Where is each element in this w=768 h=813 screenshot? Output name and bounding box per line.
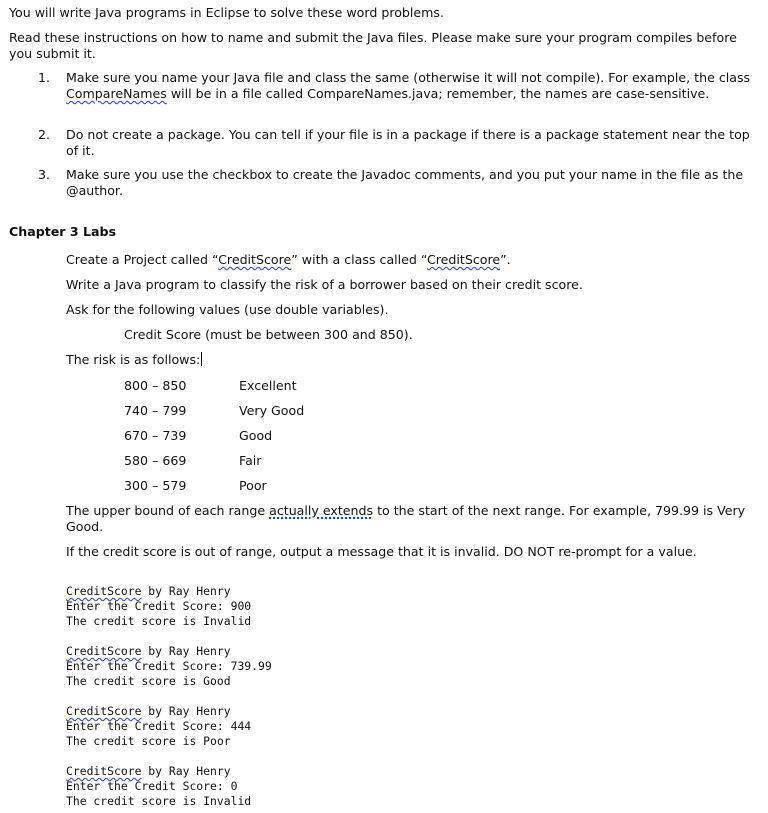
ask-values-text: Ask for the following values (use double variables). (66, 302, 389, 317)
chapter-heading: Chapter 3 Labs (9, 224, 117, 239)
spellcheck-word: CreditScore (66, 704, 142, 718)
sample-output-1: CreditScore by Ray Henry Enter the Credit Score: 900 The credit score is Invalid (66, 584, 252, 628)
risk-rating: Very Good (239, 403, 305, 418)
upper-bound-text: The upper bound of each range actually extends to the start of the next range. For example, 799.99 is Very Good. (66, 503, 746, 534)
spellcheck-word: CreditScore (426, 252, 501, 267)
risk-range: 300 – 579 (124, 478, 187, 493)
risk-rating: Poor (239, 478, 267, 493)
create-project-text: Create a Project called “CreditScore” with a class called “CreditScore”. (66, 252, 511, 267)
spellcheck-word: CreditScore (66, 644, 142, 658)
rule-1-number: 1. (38, 70, 51, 85)
sample-output-4: CreditScore by Ray Henry Enter the Credit Score: 0 The credit score is Invalid (66, 764, 252, 808)
rule-1-text: Make sure you name your Java file and class the same (otherwise it will not compile). For example, the class CompareNames will be in a file called CompareNames.java; remember, the names are case-sensitive. (66, 70, 751, 101)
rule-2-text: Do not create a package. You can tell if your file is in a package if there is a package statement near the top of it. (66, 127, 750, 158)
spellcheck-word: CreditScore (66, 764, 142, 778)
risk-range: 580 – 669 (124, 453, 187, 468)
risk-rating: Good (239, 428, 273, 443)
invalid-text: If the credit score is out of range, output a message that it is invalid. DO NOT re-prompt for a value. (66, 544, 697, 559)
intro-text: You will write Java programs in Eclipse to solve these word problems. (9, 5, 444, 20)
instructions-text: Read these instructions on how to name and submit the Java files. Please make sure your program compiles before you submit it. (9, 30, 737, 61)
risk-rating: Excellent (239, 378, 297, 393)
risk-range: 670 – 739 (124, 428, 187, 443)
rule-3-text: Make sure you use the checkbox to create the Javadoc comments, and you put your name in the file as the @author. (66, 167, 744, 198)
risk-rating: Fair (239, 453, 262, 468)
sample-output-3: CreditScore by Ray Henry Enter the Credit Score: 444 The credit score is Poor (66, 704, 252, 748)
spellcheck-word: CreditScore (218, 252, 292, 267)
spellcheck-word: CreditScore (66, 584, 142, 598)
risk-range: 800 – 850 (124, 378, 187, 393)
text-cursor (201, 352, 202, 366)
spellcheck-word: CompareNames (66, 86, 167, 101)
write-program-text: Write a Java program to classify the risk of a borrower based on their credit score. (66, 277, 583, 292)
rule-2-number: 2. (38, 127, 51, 142)
risk-range: 740 – 799 (124, 403, 187, 418)
rule-3-number: 3. (38, 167, 51, 182)
risk-intro-text[interactable]: The risk is as follows: (66, 352, 201, 367)
sample-output-2: CreditScore by Ray Henry Enter the Credit Score: 739.99 The credit score is Good (66, 644, 272, 688)
grammar-check-phrase: actually extends (269, 503, 374, 518)
input-description: Credit Score (must be between 300 and 850). (124, 327, 413, 342)
